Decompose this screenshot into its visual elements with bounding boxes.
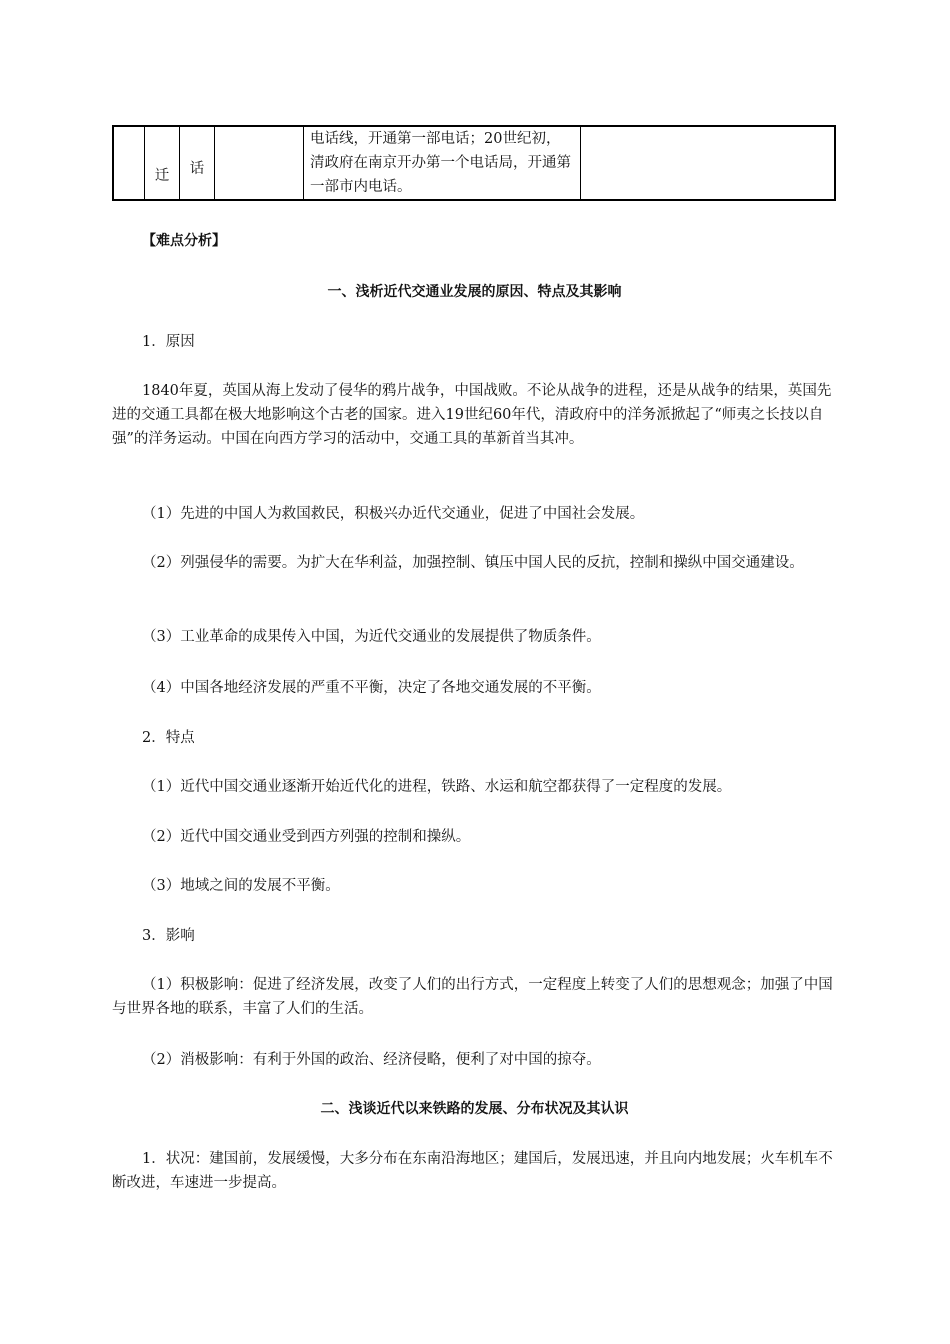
feature-heading: 2．特点	[142, 730, 195, 746]
feature-item-3: （3）地域之间的发展不平衡。	[142, 878, 340, 894]
section2-title: 二、浅谈近代以来铁路的发展、分布状况及其认识	[320, 1101, 629, 1117]
section2-status: 1．状况：建国前，发展缓慢，大多分布在东南沿海地区；建国后，发展迅速，并且向内地发展；火车机车不断改进，车速进一步提高。	[112, 1151, 833, 1191]
table-cell-2: 迁	[145, 126, 180, 200]
cause-heading: 1．原因	[142, 334, 195, 350]
cause-intro-paragraph: 1840年夏，英国从海上发动了侵华的鸦片战争，中国战败。不论从战争的进程，还是从战争的结果，英国先进的交通工具都在极大地影响这个古老的国家。进入19世纪60年代，清政府中的洋务派掀起了“师夷之长技以自强”的洋务运动。中国在向西方学习的活动中，交通工具的革新首当其冲。	[112, 383, 832, 447]
cause-item-4: （4）中国各地经济发展的严重不平衡，决定了各地交通发展的不平衡。	[142, 680, 601, 696]
table-row	[113, 126, 835, 200]
cause-item-2: （2）列强侵华的需要。为扩大在华利益，加强控制、镇压中国人民的反抗，控制和操纵中国交通建设。	[142, 555, 804, 571]
impact-heading: 3．影响	[142, 928, 195, 944]
table-fragment	[112, 125, 837, 201]
table-cell-3: 话	[180, 126, 215, 200]
cause-item-1: （1）先进的中国人为救国救民，积极兴办近代交通业，促进了中国社会发展。	[142, 506, 645, 522]
section1-title: 一、浅析近代交通业发展的原因、特点及其影响	[327, 284, 622, 300]
table-cell-6	[581, 126, 836, 200]
impact-item-1: （1）积极影响：促进了经济发展，改变了人们的出行方式，一定程度上转变了人们的思想观念；加强了中国与世界各地的联系，丰富了人们的生活。	[112, 977, 833, 1017]
feature-item-1: （1）近代中国交通业逐渐开始近代化的进程，铁路、水运和航空都获得了一定程度的发展。	[142, 779, 732, 795]
impact-item-2: （2）消极影响：有利于外国的政治、经济侵略，便利了对中国的掠夺。	[142, 1052, 601, 1068]
feature-item-2: （2）近代中国交通业受到西方列强的控制和操纵。	[142, 829, 471, 845]
difficulty-heading: 【难点分析】	[142, 233, 226, 249]
table-cell-1	[113, 126, 145, 200]
cause-item-3: （3）工业革命的成果传入中国，为近代交通业的发展提供了物质条件。	[142, 629, 601, 645]
history-table	[112, 125, 836, 201]
table-cell-5: 电话线，开通第一部电话；20世纪初，清政府在南京开办第一个电话局，开通第一部市内电话。	[304, 126, 581, 200]
table-cell-4	[215, 126, 304, 200]
